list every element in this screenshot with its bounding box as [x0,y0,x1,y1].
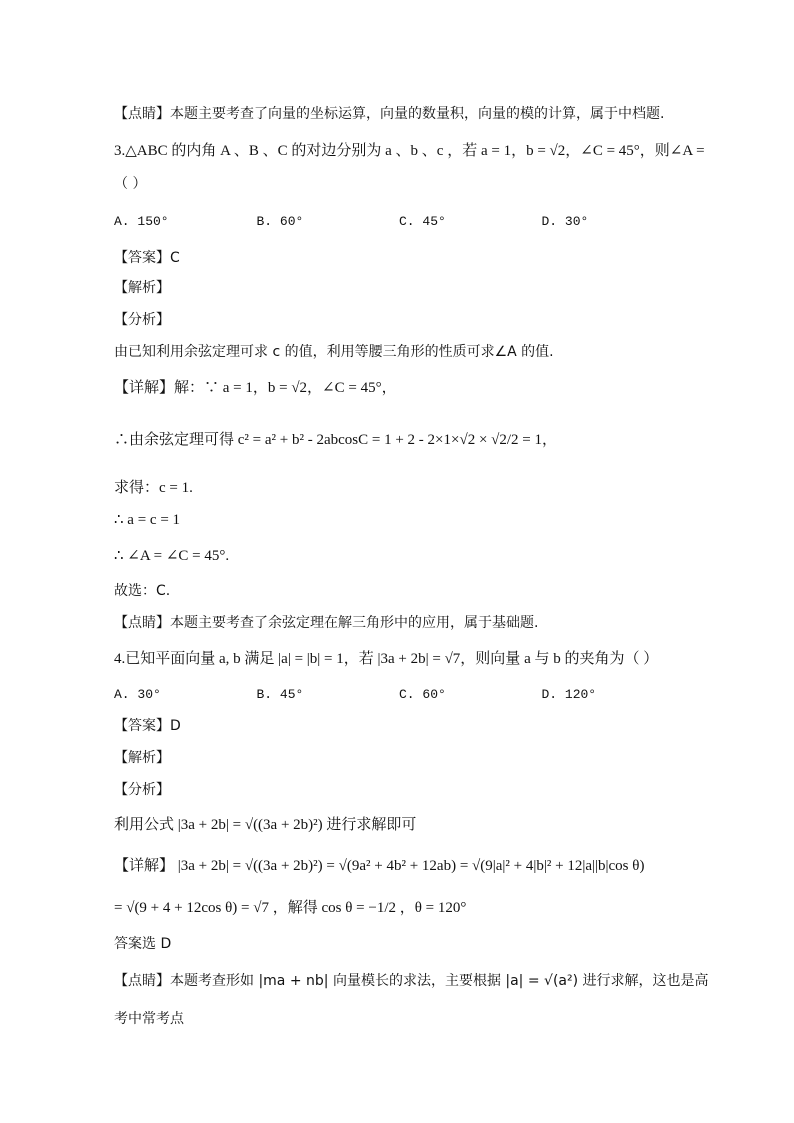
comment-line-4: 【点睛】本题考查形如 |ma + nb| 向量模长的求法，主要根据 |a| = √(a²) 进行求解，这也是高 [114,973,709,989]
solution-3-line-5: ∴ ∠A = ∠C = 45°. [114,548,230,564]
option-b: B. 60° [256,214,304,229]
analysis-3-heading: 【解析】 [114,280,170,296]
option-c: C. 60° [399,687,446,702]
solution-3-line-6: 故选：C. [114,583,171,599]
solution-4-line-1: 【详解】 |3a + 2b| = √((3a + 2b)²) = √(9a² + 4b² + 12ab) = √(9|a|² + 4|b|² + 12|a||b|cos θ) [114,858,645,874]
option-a: A. 30° [114,687,161,702]
question-3-options [114,212,684,232]
question-4-options [114,685,684,705]
option-b: B. 45° [256,687,304,702]
question-3: 3.△ABC 的内角 A 、B 、C 的对边分别为 a 、b 、c ，若 a = 1，b = √2，∠C = 45°，则∠A = [114,143,705,159]
question-3-bracket: （ ） [114,176,147,192]
analysis-3-text: 由已知利用余弦定理可求 c 的值，利用等腰三角形的性质可求∠A 的值. [114,344,554,360]
analysis-4-sub: 【分析】 [114,782,170,798]
analysis-3-sub: 【分析】 [114,312,170,328]
option-c: C. 45° [399,214,446,229]
analysis-4-text: 利用公式 |3a + 2b| = √((3a + 2b)²) 进行求解即可 [114,817,417,833]
solution-3-line-4: ∴ a = c = 1 [114,512,181,528]
option-a: A. 150° [114,214,169,229]
option-d: D. 120° [541,687,597,702]
comment-line-3: 【点睛】本题主要考查了余弦定理在解三角形中的应用，属于基础题. [114,615,539,631]
question-4: 4.已知平面向量 a, b 满足 |a| = |b| = 1，若 |3a + 2b| = √7，则向量 a 与 b 的夹角为（ ） [114,651,659,667]
solution-3-line-1: 【详解】解：∵ a = 1，b = √2，∠C = 45°， [114,380,397,396]
solution-4-line-2: = √(9 + 4 + 12cos θ) = √7 ，解得 cos θ = −1/2 ，θ = 120° [114,900,467,916]
answer-4: 【答案】D [114,718,181,734]
solution-3-line-3: 求得：c = 1. [114,480,193,496]
answer-3: 【答案】C [114,250,180,266]
solution-3-line-2: ∴由余弦定理可得 c² = a² + b² - 2abcosC = 1 + 2 - 2×1×√2 × √2/2 = 1， [114,432,558,448]
comment-line-4b: 考中常考点 [114,1011,184,1027]
solution-4-line-3: 答案选 D [114,936,172,952]
comment-line-1: 【点睛】本题主要考查了向量的坐标运算，向量的数量积，向量的模的计算，属于中档题. [114,106,665,122]
analysis-4-heading: 【解析】 [114,750,170,766]
option-d: D. 30° [541,214,589,229]
